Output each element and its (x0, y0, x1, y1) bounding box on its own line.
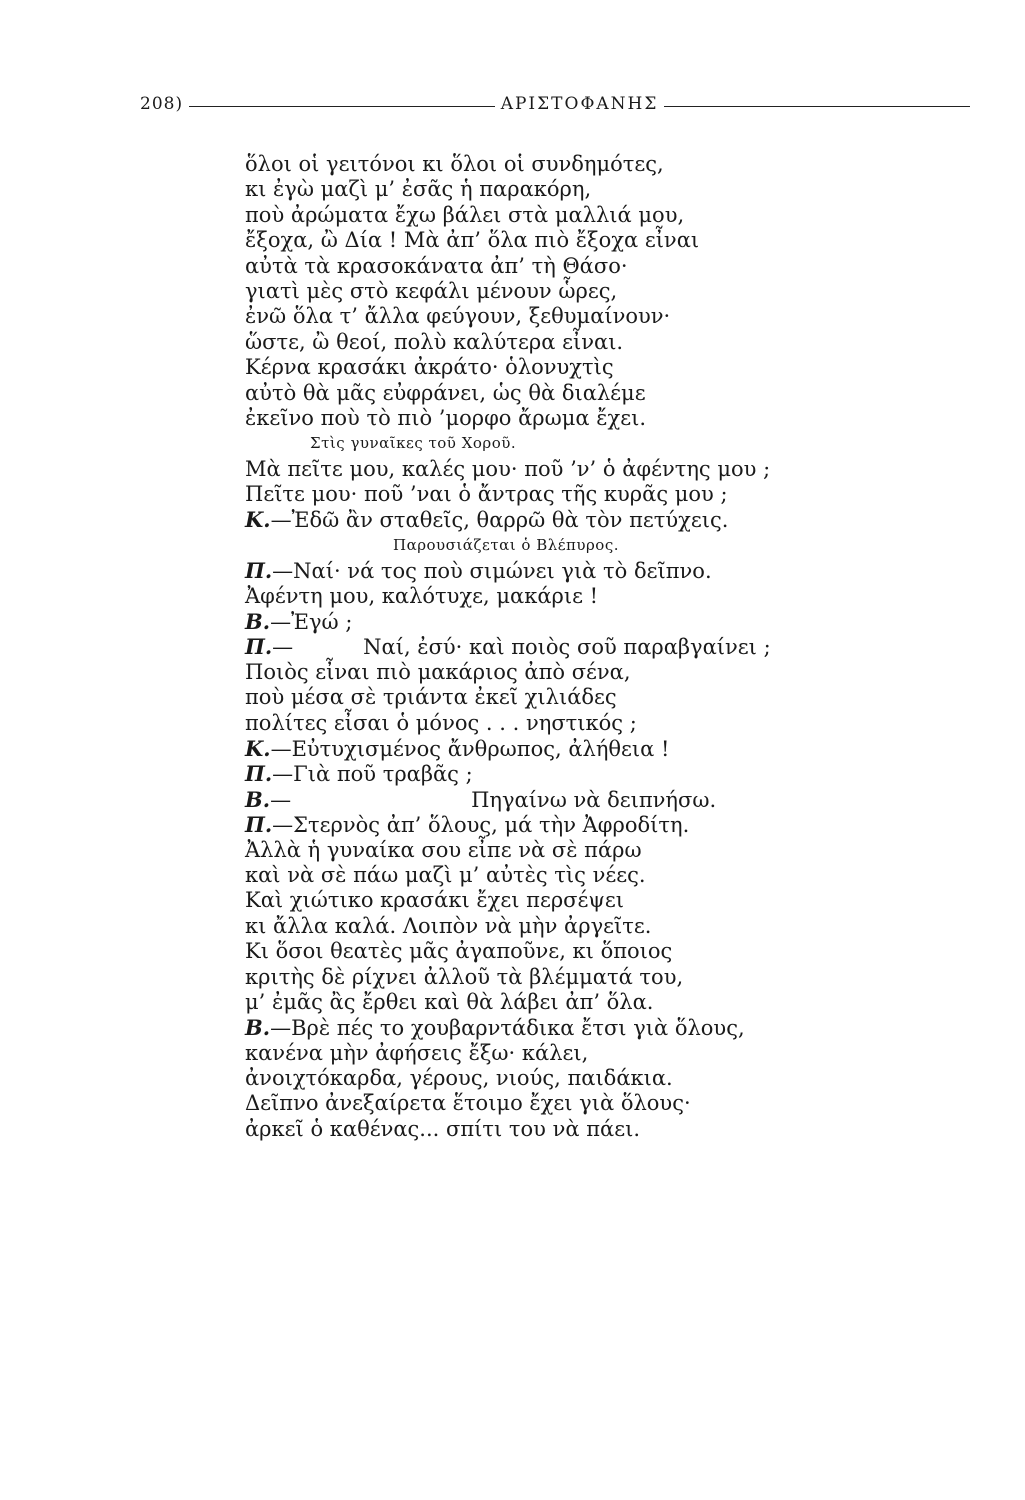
verse-text: ἐνῶ ὅλα τ’ ἄλλα φεύγουν, ξεθυμαίνουν· (245, 304, 671, 329)
stage-direction-text: Στὶς γυναῖκες τοῦ Χοροῦ. (310, 434, 517, 453)
speaker-label: Π. (245, 761, 273, 787)
verse-text: πολίτες εἶσαι ὁ μόνος . . . νηστικός ; (245, 710, 637, 735)
verse-text: κι ἄλλα καλά. Λοιπὸν νὰ μὴν ἀργεῖτε. (245, 913, 652, 938)
verse-line (245, 711, 975, 736)
verse-line (245, 685, 975, 710)
verse-text: κριτὴς δὲ ρίχνει ἀλλοῦ τὰ βλέμματά του, (245, 964, 684, 989)
verse-text: κι ἐγὼ μαζὶ μ’ ἐσᾶς ἡ παρακόρη, (245, 177, 592, 202)
speech-line (245, 787, 975, 812)
stage-direction (245, 431, 975, 456)
speech-dash: — (270, 1016, 292, 1041)
verse-text: Καὶ χιώτικο κρασάκι ἔχει περσέψει (245, 888, 624, 913)
speaker-label: Β. (245, 786, 271, 812)
speaker-label: Β. (245, 1015, 271, 1041)
header-rule-left (189, 106, 495, 107)
verse-text: Ποιὸς εἶναι πιὸ μακάριος ἀπὸ σένα, (245, 659, 631, 684)
verse-text: ποὺ ἀρώματα ἔχω βάλει στὰ μαλλιά μου, (245, 202, 685, 227)
speaker-label: Π. (245, 558, 273, 584)
play-text (245, 152, 975, 1142)
verse-line (245, 584, 975, 609)
verse-text: αὐτὸ θὰ μᾶς εὐφράνει, ὡς θὰ διαλέμε (245, 380, 646, 405)
speech-line (245, 736, 975, 761)
verse-line (245, 457, 975, 482)
verse-line (245, 1117, 975, 1142)
verse-text: ἔξοχα, ὢ Δία ! Μὰ ἀπ’ ὅλα πιὸ ἔξοχα εἶναι (245, 228, 700, 253)
verse-text: ἐκεῖνο ποὺ τὸ πιὸ ’μορφο ἄρωμα ἔχει. (245, 405, 647, 430)
speech-text: Ναί, ἐσύ· καὶ ποιὸς σοῦ παραβγαίνει ; (363, 635, 771, 660)
verse-line (245, 1066, 975, 1091)
speech-dash: — (270, 610, 292, 635)
verse-text: Μὰ πεῖτε μου, καλές μου· ποῦ ’ν’ ὁ ἀφέντης μου ; (245, 456, 771, 481)
speech-dash: — (270, 508, 292, 533)
speech-dash: — (272, 813, 294, 838)
stage-direction-text: Παρουσιάζεται ὁ Βλέπυρος. (393, 535, 620, 554)
speech-dash: — (272, 762, 294, 787)
verse-line (245, 660, 975, 685)
verse-line (245, 965, 975, 990)
verse-line (245, 1091, 975, 1116)
verse-text: ποὺ μέσα σὲ τριάντα ἐκεῖ χιλιάδες (245, 685, 617, 710)
verse-line (245, 177, 975, 202)
verse-line (245, 990, 975, 1015)
verse-line (245, 1041, 975, 1066)
speech-dash: — (272, 559, 294, 584)
verse-line (245, 355, 975, 380)
verse-text: ὥστε, ὢ θεοί, πολὺ καλύτερα εἶναι. (245, 329, 624, 354)
verse-text: Δεῖπνο ἀνεξαίρετα ἕτοιμο ἔχει γιὰ ὅλους· (245, 1091, 691, 1116)
speaker-label: Β. (245, 609, 271, 635)
page-number: 208) (140, 94, 184, 114)
verse-text: καὶ νὰ σὲ πάω μαζὶ μ’ αὐτὲς τὶς νέες. (245, 862, 646, 887)
running-title: ΑΡΙΣΤΟΦΑΝΗΣ (500, 94, 659, 114)
verse-line (245, 406, 975, 431)
speech-text: Εὐτυχισμένος ἄνθρωπος, ἀλήθεια ! (291, 736, 670, 761)
verse-line (245, 888, 975, 913)
verse-line (245, 304, 975, 329)
verse-line (245, 330, 975, 355)
verse-text: γιατὶ μὲς στὸ κεφάλι μένουν ὧρες, (245, 278, 618, 303)
speech-text: Πηγαίνω νὰ δειπνήσω. (471, 787, 717, 812)
verse-line (245, 381, 975, 406)
verse-text: Ἀφέντη μου, καλότυχε, μακάριε ! (245, 583, 599, 608)
verse-text: ἀρκεῖ ὁ καθένας... σπίτι του νὰ πάει. (245, 1116, 640, 1141)
speech-dash: — (270, 787, 292, 812)
speech-line (245, 634, 975, 659)
speaker-label: Π. (245, 634, 273, 660)
verse-text: ὅλοι οἱ γειτόνοι κι ὅλοι οἱ συνδημότες, (245, 152, 664, 176)
speech-line (245, 558, 975, 583)
verse-line (245, 279, 975, 304)
speech-line (245, 761, 975, 786)
header-rule-right (664, 106, 970, 107)
speaker-label: Κ. (245, 735, 271, 761)
speaker-label: Κ. (245, 507, 271, 533)
verse-text: κανένα μὴν ἀφήσεις ἔξω· κάλει, (245, 1040, 589, 1065)
speech-dash: — (272, 635, 294, 660)
verse-text: αὐτὰ τὰ κρασοκάνατα ἀπ’ τὴ Θάσο· (245, 253, 628, 278)
verse-text: Πεῖτε μου· ποῦ ’ναι ὁ ἄντρας τῆς κυρᾶς μου ; (245, 482, 728, 507)
verse-line (245, 939, 975, 964)
verse-line (245, 203, 975, 228)
verse-text: Ἀλλὰ ἡ γυναίκα σου εἶπε νὰ σὲ πάρω (245, 837, 642, 862)
speaker-label: Π. (245, 812, 273, 838)
verse-line (245, 254, 975, 279)
verse-text: ἀνοιχτόκαρδα, γέρους, νιούς, παιδάκια. (245, 1066, 673, 1091)
verse-text: μ’ ἐμᾶς ἂς ἔρθει καὶ θὰ λάβει ἀπ’ ὅλα. (245, 989, 654, 1014)
stage-direction (245, 533, 975, 558)
verse-line (245, 482, 975, 507)
speech-text: Ναί· νά τος ποὺ σιμώνει γιὰ τὸ δεῖπνο. (293, 559, 712, 584)
verse-line (245, 914, 975, 939)
speech-line (245, 609, 975, 634)
speech-dash: — (270, 736, 292, 761)
verse-text: Κι ὅσοι θεατὲς μᾶς ἀγαποῦνε, κι ὅποιος (245, 939, 673, 964)
verse-line (245, 838, 975, 863)
running-head (140, 92, 970, 116)
verse-line (245, 228, 975, 253)
speech-line (245, 812, 975, 837)
speech-text: Βρὲ πές το χουβαρντάδικα ἔτσι γιὰ ὅλους, (291, 1016, 745, 1041)
verse-line (245, 863, 975, 888)
speech-text: Γιὰ ποῦ τραβᾶς ; (293, 762, 473, 787)
speech-text: Ἐδῶ ἂν σταθεῖς, θαρρῶ θὰ τὸν πετύχεις. (291, 508, 729, 533)
verse-text: Κέρνα κρασάκι ἀκράτο· ὁλονυχτὶς (245, 355, 614, 380)
speech-text: Ἐγώ ; (291, 610, 353, 635)
speech-text: Στερνὸς ἀπ’ ὅλους, μά τὴν Ἀφροδίτη. (293, 813, 690, 838)
speech-line (245, 507, 975, 532)
verse-line (245, 152, 975, 177)
speech-line (245, 1015, 975, 1040)
